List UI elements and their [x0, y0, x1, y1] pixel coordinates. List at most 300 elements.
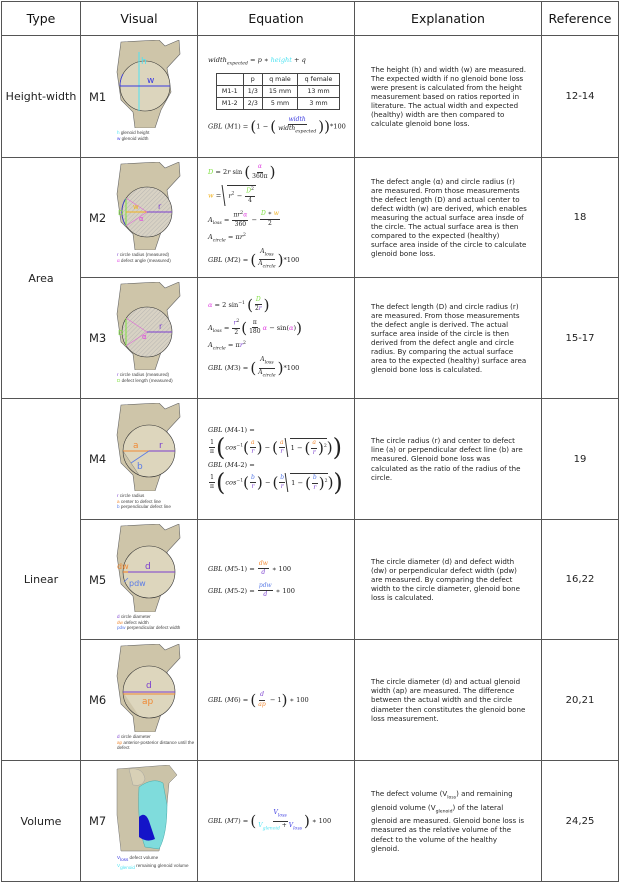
eq-text: 5-2) = — [233, 586, 257, 595]
equation-line — [208, 248, 348, 272]
eq-variable: M — [227, 122, 234, 131]
eq-superscript: −1 — [238, 300, 245, 306]
ap-label: ap — [142, 697, 154, 707]
legend-text: glenoid height — [119, 130, 150, 135]
eq-parenthesis: ( — [244, 163, 251, 182]
ratio-table-row — [217, 97, 340, 109]
legend-item — [117, 863, 195, 871]
b-label: b — [137, 462, 143, 472]
eq-parenthesis: ) — [333, 468, 343, 497]
r-label: r — [159, 322, 163, 331]
eq-text: 1 — [210, 473, 214, 481]
legend-key: r — [117, 493, 119, 498]
eq-parenthesis: ) — [327, 473, 334, 492]
eq-denominator — [251, 173, 268, 182]
eq-numerator — [257, 163, 263, 173]
eq-text: 2 — [254, 305, 259, 313]
eq-parenthesis: ( — [250, 250, 257, 269]
eq-text: = 2 sin — [212, 300, 239, 309]
eq-parenthesis: ( — [215, 433, 226, 462]
eq-numerator — [312, 474, 318, 484]
legend-item — [117, 740, 195, 751]
legend-key: h — [117, 130, 120, 135]
eq-variable: cos — [225, 443, 237, 452]
eq-variable: b — [251, 473, 255, 481]
eq-superscript: 2 — [231, 191, 235, 197]
eq-numerator — [255, 296, 262, 306]
legend-item — [117, 136, 195, 142]
legend-key: a — [117, 498, 120, 504]
eq-text: − — [234, 191, 245, 200]
ratio-header — [217, 73, 244, 85]
dw-label: dw — [117, 562, 129, 571]
table-row-m6 — [2, 640, 619, 761]
eq-text: *100 — [283, 364, 300, 372]
eq-variable: D — [260, 210, 266, 218]
method-label: M3 — [89, 331, 107, 345]
eq-variable: M — [227, 364, 234, 372]
eq-numerator — [259, 248, 274, 261]
explanation-text: The defect volume (V — [371, 789, 448, 799]
eq-numerator — [259, 691, 265, 701]
eq-variable: r — [313, 483, 317, 491]
eq-variable: M — [227, 564, 234, 573]
eq-variable: a — [312, 439, 316, 446]
eq-text: − sin( — [267, 323, 290, 332]
eq-denominator — [233, 329, 239, 338]
legend-key: D — [117, 377, 121, 383]
equation-line — [208, 691, 348, 709]
eq-fraction — [257, 809, 303, 833]
eq-variable: A — [260, 247, 265, 255]
legend-text: circle radius — [118, 493, 145, 498]
eq-text: − — [262, 443, 273, 452]
eq-numerator — [273, 809, 288, 822]
equation-line — [208, 341, 348, 352]
w-label: w — [133, 203, 139, 211]
eq-parenthesis: ) — [318, 117, 325, 136]
d-label: d — [146, 681, 152, 691]
visual-cell-m4 — [81, 399, 198, 520]
equation-line — [208, 461, 348, 469]
reference-m2: 18 — [542, 158, 619, 278]
header-reference: Reference — [542, 2, 619, 36]
eq-text: = — [221, 215, 232, 224]
eq-variable: A — [208, 233, 213, 242]
d-label: d — [145, 562, 151, 572]
eq-text: 1 − — [291, 479, 306, 487]
ratio-table-row — [217, 85, 340, 97]
eq-variable: GBL — [208, 426, 223, 434]
eq-text: 7) = — [233, 817, 251, 825]
method-label: M5 — [89, 572, 107, 587]
equation-line — [208, 296, 348, 314]
eq-text: ( — [222, 817, 228, 825]
eq-parenthesis: ( — [250, 359, 257, 377]
r-label: r — [159, 441, 163, 451]
table-row-m5 — [2, 520, 619, 640]
eq-text: *100 — [330, 122, 346, 131]
legend-item — [117, 504, 195, 510]
eq-variable: r — [237, 211, 241, 219]
reference-m7: 24,25 — [542, 761, 619, 882]
eq-variable: α — [257, 163, 262, 171]
eq-text: = 2 — [213, 168, 228, 177]
legend-text: perpendicular defect line — [119, 504, 171, 510]
eq-subscript: loss — [277, 813, 287, 819]
eq-text: ) — [293, 323, 297, 332]
reference-m4: 19 — [542, 399, 619, 520]
eq-variable: V — [273, 808, 278, 816]
method-label: M4 — [89, 452, 107, 466]
legend-text: defect volume — [128, 855, 159, 860]
eq-superscript: −1 — [236, 443, 244, 449]
eq-denominator — [312, 449, 317, 458]
eq-text: ( — [222, 255, 228, 264]
eq-subscript: circle — [262, 373, 276, 379]
legend-text: remaining glenoid volume — [134, 862, 189, 868]
eq-parenthesis: ( — [304, 439, 311, 457]
legend — [117, 493, 195, 510]
eq-text: 360π — [252, 172, 268, 180]
D-label: D — [118, 209, 124, 217]
eq-fraction — [232, 318, 240, 338]
explanation-m2: The defect angle (α) and circle radius (r) are measured. From those measurements the defect length (D) and actual center to defect width (w) are derived, which enables measuring the actual surface area insde of the circle. The actual surface area is then compared to the expected (healthy) surface area inside of the circle to calculate glenoid bone loss. — [355, 158, 542, 278]
eq-parenthesis: ( — [250, 812, 257, 830]
eq-numerator — [259, 356, 274, 369]
eq-variable: r — [280, 448, 284, 455]
eq-fraction — [311, 439, 317, 457]
eq-subscript: loss — [264, 360, 274, 366]
eq-text: 4 — [248, 197, 252, 205]
legend-text: circle radius (measured) — [118, 372, 170, 377]
visual-cell-m7 — [81, 761, 198, 882]
legend-key: d — [117, 614, 120, 619]
eq-numerator — [250, 474, 256, 484]
eq-subscript: loss — [212, 220, 222, 226]
eq-denominator — [257, 260, 276, 272]
glenoid-diagram-m6 — [109, 644, 181, 732]
eq-denominator — [254, 305, 263, 314]
eq-text: = — [213, 191, 224, 200]
eq-parenthesis: ( — [215, 468, 226, 497]
eq-text: 6) = — [233, 696, 251, 704]
eq-variable: a — [251, 438, 255, 446]
eq-numerator — [232, 210, 248, 221]
eq-variable: M — [227, 696, 234, 704]
eq-text: 360 — [234, 220, 247, 228]
type-area: Area — [2, 158, 81, 399]
eq-text: 4-2) = — [233, 461, 255, 469]
legend-key: ap — [117, 739, 123, 745]
header-visual: Visual — [81, 2, 198, 36]
eq-variable: M — [227, 586, 234, 595]
legend — [117, 372, 195, 383]
explanation-m1: The height (h) and width (w) are measured. The expected width if no glenoid bone loss were present is calculated from the height measurement based on ratios reported in literature. The actual width and expected (healthy) width are then compared to calculate glenoid bone loss. — [355, 36, 542, 158]
eq-variable: w — [273, 210, 279, 218]
eq-parenthesis: ) — [277, 250, 284, 269]
eq-fraction — [232, 210, 248, 230]
eq-variable: r — [312, 448, 316, 456]
eq-text: ∗ 100 — [273, 586, 295, 595]
reference-m1: 12-14 — [542, 36, 619, 158]
glenoid-diagram-m3 — [109, 282, 181, 370]
eq-variable: A — [260, 355, 265, 363]
explanation-m4: The circle radius (r) and center to defect line (a) or perpendicular defect line (b) are measured. Glenoid bone loss was calculated as the ratio of the radius of the circle. — [355, 399, 542, 520]
eq-superscript: 2 — [236, 318, 240, 324]
eq-variable: d — [260, 691, 264, 698]
equation-cell-m1 — [198, 36, 355, 158]
width-label: w — [147, 76, 155, 86]
eq-superscript: 2 — [242, 233, 246, 239]
a-label: a — [133, 441, 139, 451]
legend-text: defect angle (measured) — [119, 257, 171, 263]
eq-denominator — [279, 448, 284, 457]
eq-text: = — [247, 56, 258, 65]
eq-parenthesis: ) — [318, 474, 325, 492]
eq-subscript: expected — [295, 129, 317, 135]
legend — [117, 252, 195, 263]
table-row-m3 — [2, 278, 619, 399]
eq-text: π — [252, 318, 257, 326]
eq-numerator — [260, 210, 280, 220]
visual-cell-m6 — [81, 640, 198, 761]
eq-parenthesis: ( — [247, 295, 253, 314]
glenoid-diagram-m1 — [109, 40, 181, 128]
eq-variable: V — [258, 821, 263, 829]
eq-variable: D — [255, 295, 261, 303]
eq-variable: w — [208, 191, 214, 200]
eq-text: π — [210, 483, 214, 490]
visual-cell-m3 — [81, 278, 198, 399]
legend-text: defect length (measured) — [120, 377, 173, 383]
legend-text: circle diameter — [119, 734, 151, 739]
equation-line — [208, 809, 348, 833]
explanation-text: ) of the lateral glenoid are measured. Glenoid bone loss is measured as the relative volume of the defect to the volume of the healthy glenoid. — [371, 802, 525, 853]
eq-parenthesis: ) — [332, 433, 342, 462]
eq-variable: r — [251, 448, 255, 455]
type-volume: Volume — [2, 761, 81, 882]
ratio-table — [216, 73, 340, 110]
eq-square-root — [290, 438, 327, 457]
eq-variable: r — [227, 168, 231, 177]
eq-parenthesis: ) — [263, 295, 270, 314]
height-label: h — [141, 57, 147, 67]
eq-variable: width — [278, 125, 296, 133]
eq-variable: width — [208, 56, 227, 65]
eq-text: 5-1) = — [233, 564, 257, 573]
eq-text: *100 — [283, 255, 300, 264]
eq-text: = — [221, 323, 232, 332]
eq-fraction — [245, 186, 255, 206]
eq-text: = π — [225, 233, 240, 242]
legend-key: b — [117, 504, 120, 510]
header-type: Type — [2, 2, 81, 36]
eq-variable: r — [228, 191, 232, 200]
eq-denominator — [250, 448, 255, 457]
eq-fraction — [312, 474, 318, 492]
eq-text: = π — [225, 341, 240, 350]
eq-fraction — [250, 439, 256, 457]
ratio-cell: 15 mm — [263, 85, 298, 97]
eq-text: 1) = — [233, 122, 251, 131]
eq-text: ( — [222, 461, 228, 469]
eq-text: ( — [222, 564, 228, 573]
eq-variable: A — [208, 341, 213, 350]
equation-line — [208, 582, 348, 600]
equation-line — [208, 318, 348, 338]
eq-text: 1 − — [256, 122, 271, 131]
ratio-header-q-female: q female — [298, 73, 340, 85]
visual-cell-m5 — [81, 520, 198, 640]
eq-text: 1 — [210, 438, 214, 446]
eq-fraction — [250, 474, 256, 492]
ratio-cell: 3 mm — [298, 97, 340, 109]
eq-text: 180 — [249, 328, 261, 336]
eq-parenthesis: ( — [305, 474, 311, 492]
eq-denominator — [257, 701, 266, 710]
reference-m3: 15-17 — [542, 278, 619, 399]
eq-numerator — [258, 560, 269, 570]
eq-fraction — [260, 210, 280, 228]
eq-variable: b — [280, 473, 285, 481]
eq-parenthesis: ) — [324, 117, 330, 136]
eq-variable: A — [258, 368, 263, 376]
eq-text: − 1 — [267, 696, 282, 704]
legend-item — [117, 378, 195, 384]
r-label: r — [158, 202, 162, 211]
eq-numerator — [258, 582, 273, 592]
eq-numerator — [252, 319, 258, 329]
eq-variable: r — [280, 483, 284, 490]
eq-text: − — [249, 215, 259, 224]
eq-parenthesis: ) — [317, 439, 324, 457]
eq-fraction — [258, 582, 273, 600]
eq-parenthesis: ( — [243, 473, 250, 492]
eq-variable: b — [312, 474, 317, 481]
eq-variable: α — [262, 323, 268, 332]
reference-m5: 16,22 — [542, 520, 619, 640]
visual-cell-m2 — [81, 158, 198, 278]
eq-subscript: loss — [264, 252, 274, 258]
eq-denominator — [277, 125, 317, 137]
table-row-m1 — [2, 36, 619, 158]
eq-variable: α — [289, 323, 294, 332]
eq-denominator — [280, 483, 285, 492]
eq-variable: D — [208, 168, 214, 177]
pdw-label: pdw — [129, 579, 146, 588]
glenoid-diagram-m4 — [109, 403, 181, 491]
eq-variable: V — [288, 821, 294, 829]
alpha-label: α — [142, 333, 147, 341]
legend-text: perpendicular defect width — [125, 625, 181, 631]
method-label: M2 — [89, 210, 107, 225]
visual-cell-m1 — [81, 36, 198, 158]
eq-variable: GBL — [208, 364, 223, 372]
table-row-m2 — [2, 158, 619, 278]
legend-key: d — [117, 734, 120, 739]
ratio-cell: M1-2 — [217, 97, 244, 109]
legend-text: glenoid width — [120, 135, 149, 141]
eq-variable: r — [239, 233, 243, 242]
eq-text: π — [210, 448, 214, 455]
header-row — [2, 2, 619, 36]
eq-numerator — [311, 439, 317, 449]
eq-superscript: 2 — [242, 341, 246, 347]
eq-numerator — [250, 439, 256, 449]
eq-text: ∗ 100 — [309, 817, 332, 825]
eq-text: ( — [222, 696, 228, 704]
eq-fraction — [277, 116, 317, 137]
eq-text: ∗ 100 — [269, 564, 292, 573]
eq-text: 2 — [268, 219, 272, 227]
eq-denominator — [260, 569, 266, 578]
subscript: loss — [447, 795, 457, 801]
ratio-cell: M1-1 — [217, 85, 244, 97]
legend-text: defect width — [122, 619, 149, 625]
eq-variable: M — [227, 461, 234, 469]
eq-denominator — [248, 328, 261, 337]
explanation-m5: The circle diameter (d) and defect width (dw) or perpendicular defect width (pdw) are measured. By comparing the defect width to the circle diameter, glenoid bone loss is calculated. — [355, 520, 542, 640]
eq-fraction — [254, 296, 263, 314]
eq-text: ∗ — [261, 56, 271, 65]
eq-parenthesis: ) — [256, 473, 263, 492]
table-row-m7 — [2, 761, 619, 882]
legend-key: pdw — [117, 625, 126, 631]
eq-text: 4-1) = — [233, 426, 255, 434]
eq-fraction — [279, 439, 285, 457]
legend-key: dw — [117, 619, 123, 625]
legend — [117, 855, 195, 870]
eq-variable: GBL — [208, 696, 223, 704]
eq-parenthesis: ) — [296, 318, 302, 337]
legend-key: r — [117, 372, 119, 377]
alpha-label: α — [139, 215, 144, 223]
eq-parenthesis: ( — [250, 691, 257, 709]
eq-subscript: glenoid — [262, 826, 280, 832]
eq-text: 2) = — [233, 255, 251, 264]
eq-variable: r — [233, 319, 237, 327]
eq-variable: d — [263, 591, 268, 598]
eq-variable: A — [208, 215, 213, 224]
legend-item — [117, 855, 195, 863]
legend — [117, 614, 195, 631]
eq-variable: D — [246, 187, 251, 195]
eq-parenthesis: ) — [256, 438, 263, 457]
eq-variable: d — [261, 569, 266, 576]
eq-variable: pdw — [258, 581, 272, 589]
eq-variable: ap — [258, 700, 266, 708]
legend — [117, 130, 195, 141]
reference-m6: 20,21 — [542, 640, 619, 761]
legend-key: r — [117, 252, 119, 257]
legend-text: circle radius (measured) — [118, 252, 170, 257]
eq-denominator — [209, 448, 215, 457]
eq-superscript: 2 — [323, 443, 327, 449]
eq-fraction — [251, 163, 268, 181]
glenoid-volume-diagram-m7 — [109, 765, 181, 853]
equation-line — [208, 433, 348, 462]
legend-key-subscript: glenoid — [120, 864, 135, 870]
eq-numerator — [209, 474, 215, 484]
eq-text: π — [233, 211, 238, 219]
equation-cell-m2 — [198, 158, 355, 278]
eq-text: ( — [222, 364, 228, 372]
eq-text: + — [279, 821, 289, 829]
D-label: D — [118, 329, 124, 337]
eq-parenthesis: ( — [272, 438, 279, 457]
ratio-cell: 2/3 — [243, 97, 262, 109]
